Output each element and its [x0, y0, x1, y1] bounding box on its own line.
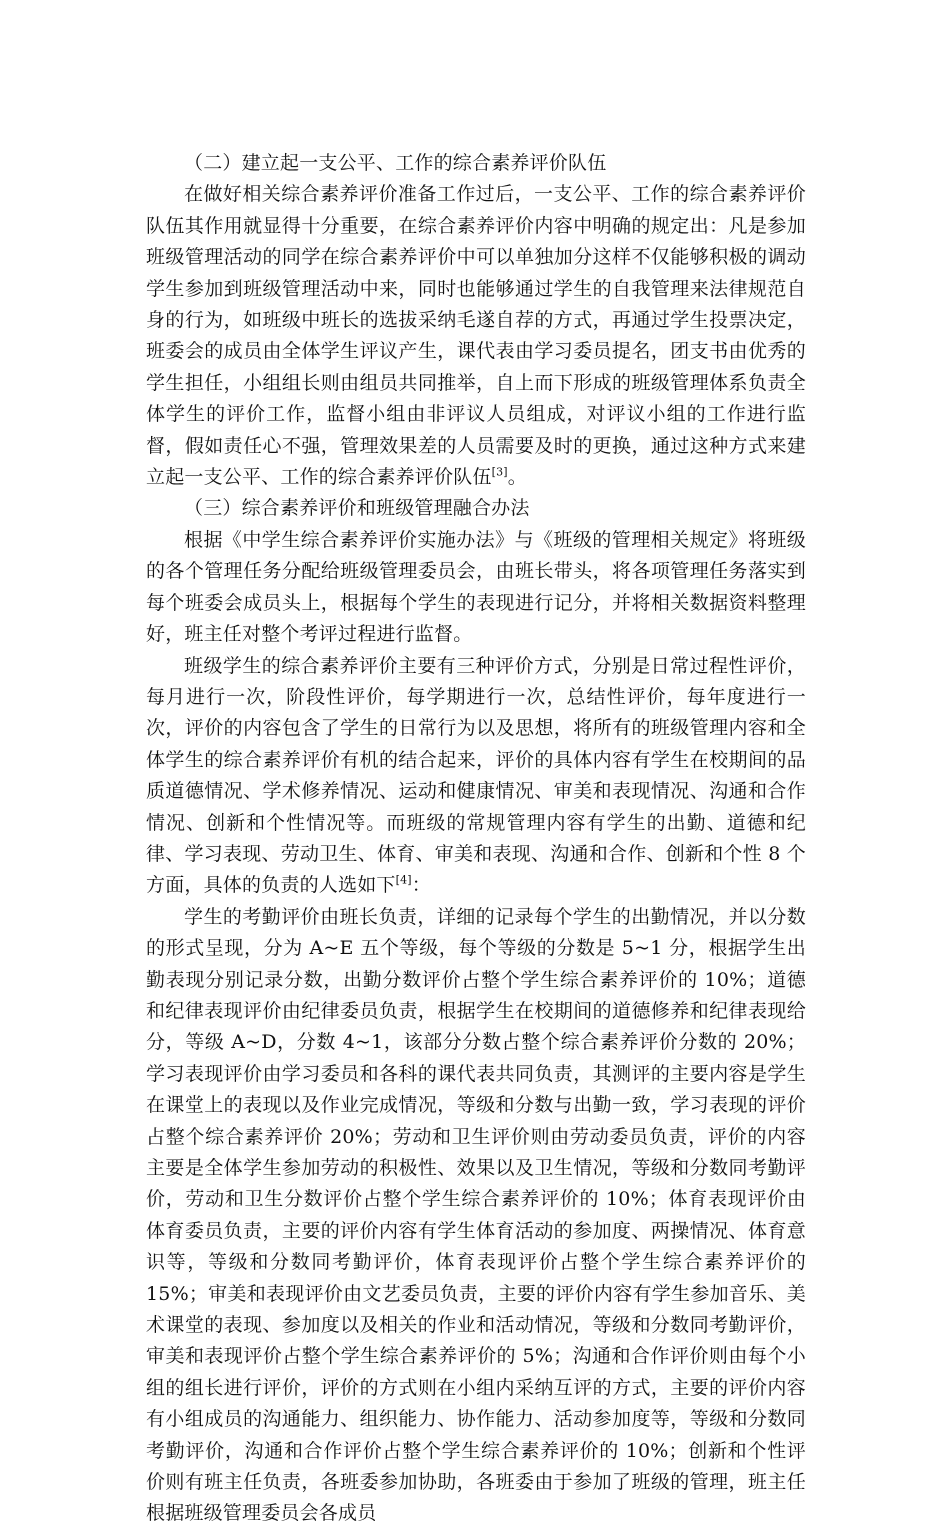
paragraph-text: 班级学生的综合素养评价主要有三种评价方式，分别是日常过程性评价，每月进行一次，阶段性评价，每学期进行一次，总结性评价，每年度进行一次，评价的内容包含了学生的日常行为以及思想，将所有的班级管理内容和全体学生的综合素养评价有机的结合起来，评价的具体内容有学生在校期间的品质道德情况、学术修养情况、运动和健康情况、审美和表现情况、沟通和合作情况、创新和个性情况等。而班级的常规管理内容有学生的出勤、道德和纪律、学习表现、劳动卫生、体育、审美和表现、沟通和合作、创新和个性 8 个方面，具体的负责的人选如下 — [146, 654, 806, 897]
paragraph-evaluation-methods — [146, 651, 806, 902]
paragraph-evaluation-details — [146, 902, 806, 1530]
paragraph-text: 在做好相关综合素养评价准备工作过后，一支公平、工作的综合素养评价队伍其作用就显得十分重要，在综合素养评价内容中明确的规定出：凡是参加班级管理活动的同学在综合素养评价中可以单独加分这样不仅能够积极的调动学生参加到班级管理活动中来，同时也能够通过学生的自我管理来法律规范自身的行为，如班级中班长的选拔采纳毛遂自荐的方式，再通过学生投票决定，班委会的成员由全体学生评议产生，课代表由学习委员提名，团支书由优秀的学生担任，小组组长则由组员共同推举，自上而下形成的班级管理体系负责全体学生的评价工作，监督小组由非评议人员组成，对评议小组的工作进行监督，假如责任心不强，管理效果差的人员需要及时的更换，通过这种方式来建立起一支公平、工作的综合素养评价队伍 — [146, 183, 806, 489]
citation-ref-3: [3] — [491, 465, 508, 479]
paragraph-text: 学生的考勤评价由班长负责，详细的记录每个学生的出勤情况，并以分数的形式呈现，分为 A~E 五个等级，每个等级的分数是 5~1 分，根据学生出勤表现分别记录分数，出勤分数评价占整个学生综合素养评价的 10%；道德和纪律表现评价由纪律委员负责，根据学生在校期间的道德修养和纪律表现给分，等级 A~D，分数 4~1，该部分分数占整个综合素养评价分数的 20%；学习表现评价由学习委员和各科的课代表共同负责，其测评的主要内容是学生在课堂上的表现以及作业完成情况，等级和分数与出勤一致，学习表现的评价占整个综合素养评价 20%；劳动和卫生评价则由劳动委员负责，评价的内容主要是全体学生参加劳动的积极性、效果以及卫生情况，等级和分数同考勤评价，劳动和卫生分数评价占整个学生综合素养评价的 10%；体育表现评价由体育委员负责，主要的评价内容有学生体育活动的参加度、两操情况、体育意识等，等级和分数同考勤评价，体育表现评价占整个学生综合素养评价的 15%；审美和表现评价由文艺委员负责，主要的评价内容有学生参加音乐、美术课堂的表现、参加度以及相关的作业和活动情况，等级和分数同考勤评价，审美和表现评价占整个学生综合素养评价的 5%；沟通和合作评价则由每个小组的组长进行评价，评价的方式则在小组内采纳互评的方式，主要的评价内容有小组成员的沟通能力、组织能力、协作能力、活动参加度等，等级和分数同考勤评价，沟通和合作评价占整个学生综合素养评价的 10%；创新和个性评价则有班主任负责，各班委参加协助，各班委由于参加了班级的管理，班主任根据班级管理委员会各成员 — [146, 905, 806, 1525]
section-heading-3: （三）综合素养评价和班级管理融合办法 — [184, 497, 530, 520]
citation-ref-4: [4] — [395, 874, 412, 888]
paragraph-evaluation-team — [146, 179, 806, 493]
section-heading-2: （二）建立起一支公平、工作的综合素养评价队伍 — [184, 152, 607, 174]
paragraph-tail: ： — [411, 874, 431, 897]
paragraph-task-assignment — [146, 525, 806, 651]
paragraph-tail: 。 — [507, 466, 527, 489]
paragraph-text: 根据《中学生综合素养评价实施办法》与《班级的管理相关规定》将班级的各个管理任务分配给班级管理委员会，由班长带头，将各项管理任务落实到每个班委会成员头上，根据每个学生的表现进行记分，并将相关数据资料整理好，班主任对整个考评过程进行监督。 — [146, 528, 806, 646]
document-page — [146, 148, 806, 1530]
